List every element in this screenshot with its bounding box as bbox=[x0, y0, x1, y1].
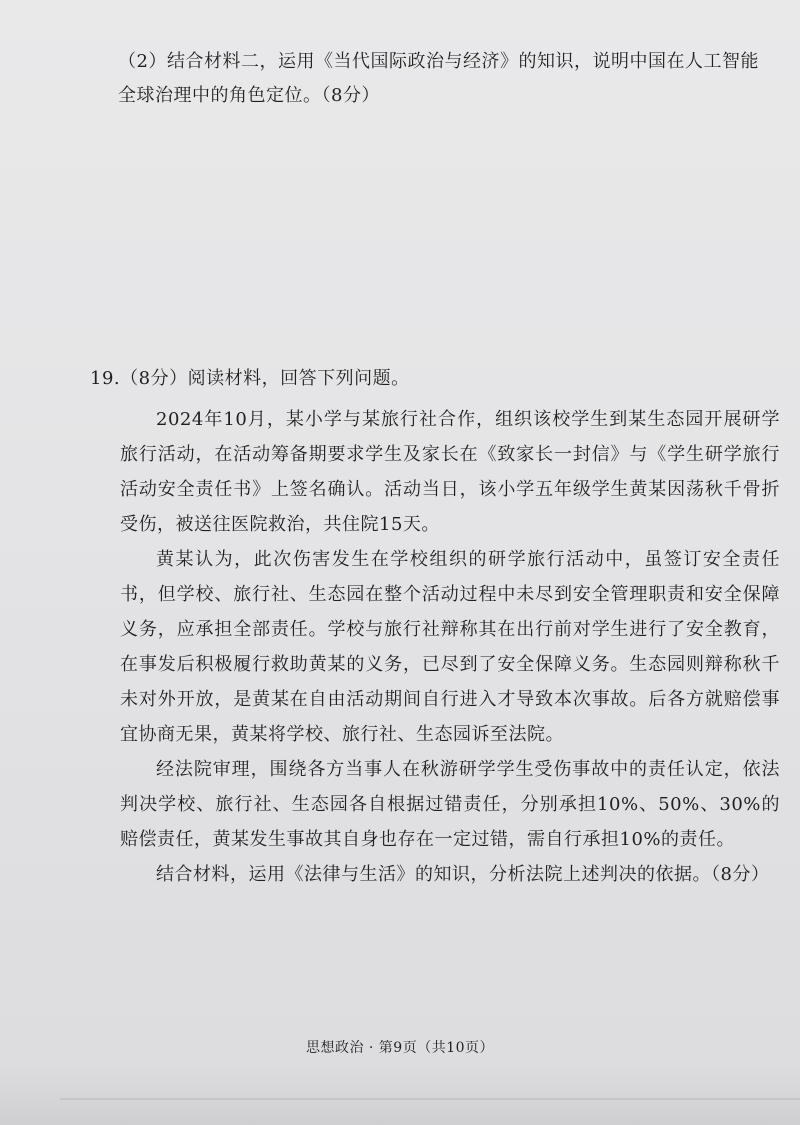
paper-edge-line bbox=[60, 1098, 800, 1100]
material-paragraph-1: 2024年10月，某小学与某旅行社合作，组织该校学生到某生态园开展研学旅行活动，在活动筹备期要求学生及家长在《致家长一封信》与《学生研学旅行活动安全责任书》上签名确认。活动当日，该小学五年级学生黄某因荡秋千骨折受伤，被送往医院救治，共住院15天。 bbox=[120, 409, 780, 535]
paper-shadow bbox=[0, 1065, 800, 1125]
question-19-prompt: 结合材料，运用《法律与生活》的知识，分析法院上述判决的依据。（8分） bbox=[156, 864, 770, 885]
material-paragraph-2: 黄某认为，此次伤害发生在学校组织的研学旅行活动中，虽签订安全责任书，但学校、旅行社、生态园在整个活动过程中未尽到安全管理职责和安全保障义务，应承担全部责任。学校与旅行社辩称其在出行前对学生进行了安全教育，在事发后积极履行救助黄某的义务，已尽到了安全保障义务。生态园则辩称秋千未对外开放，是黄某在自由活动期间自行进入才导致本次事故。后各方就赔偿事宜协商无果，黄某将学校、旅行社、生态园诉至法院。 bbox=[120, 549, 780, 745]
question-18-part-2: （2）结合材料二，运用《当代国际政治与经济》的知识，说明中国在人工智能全球治理中的角色定位。（8分） bbox=[118, 51, 759, 106]
question-19-header: 19.（8分）阅读材料，回答下列问题。 bbox=[90, 368, 410, 389]
page-footer: 思想政治 · 第9页（共10页） bbox=[305, 1040, 495, 1056]
material-paragraph-3: 经法院审理，围绕各方当事人在秋游研学学生受伤事故中的责任认定，依法判决学校、旅行社、生态园各自根据过错责任，分别承担10%、50%、30%的赔偿责任，黄某发生事故其自身也存在一定过错，需自行承担10%的责任。 bbox=[120, 759, 780, 850]
question-19 bbox=[90, 362, 780, 892]
